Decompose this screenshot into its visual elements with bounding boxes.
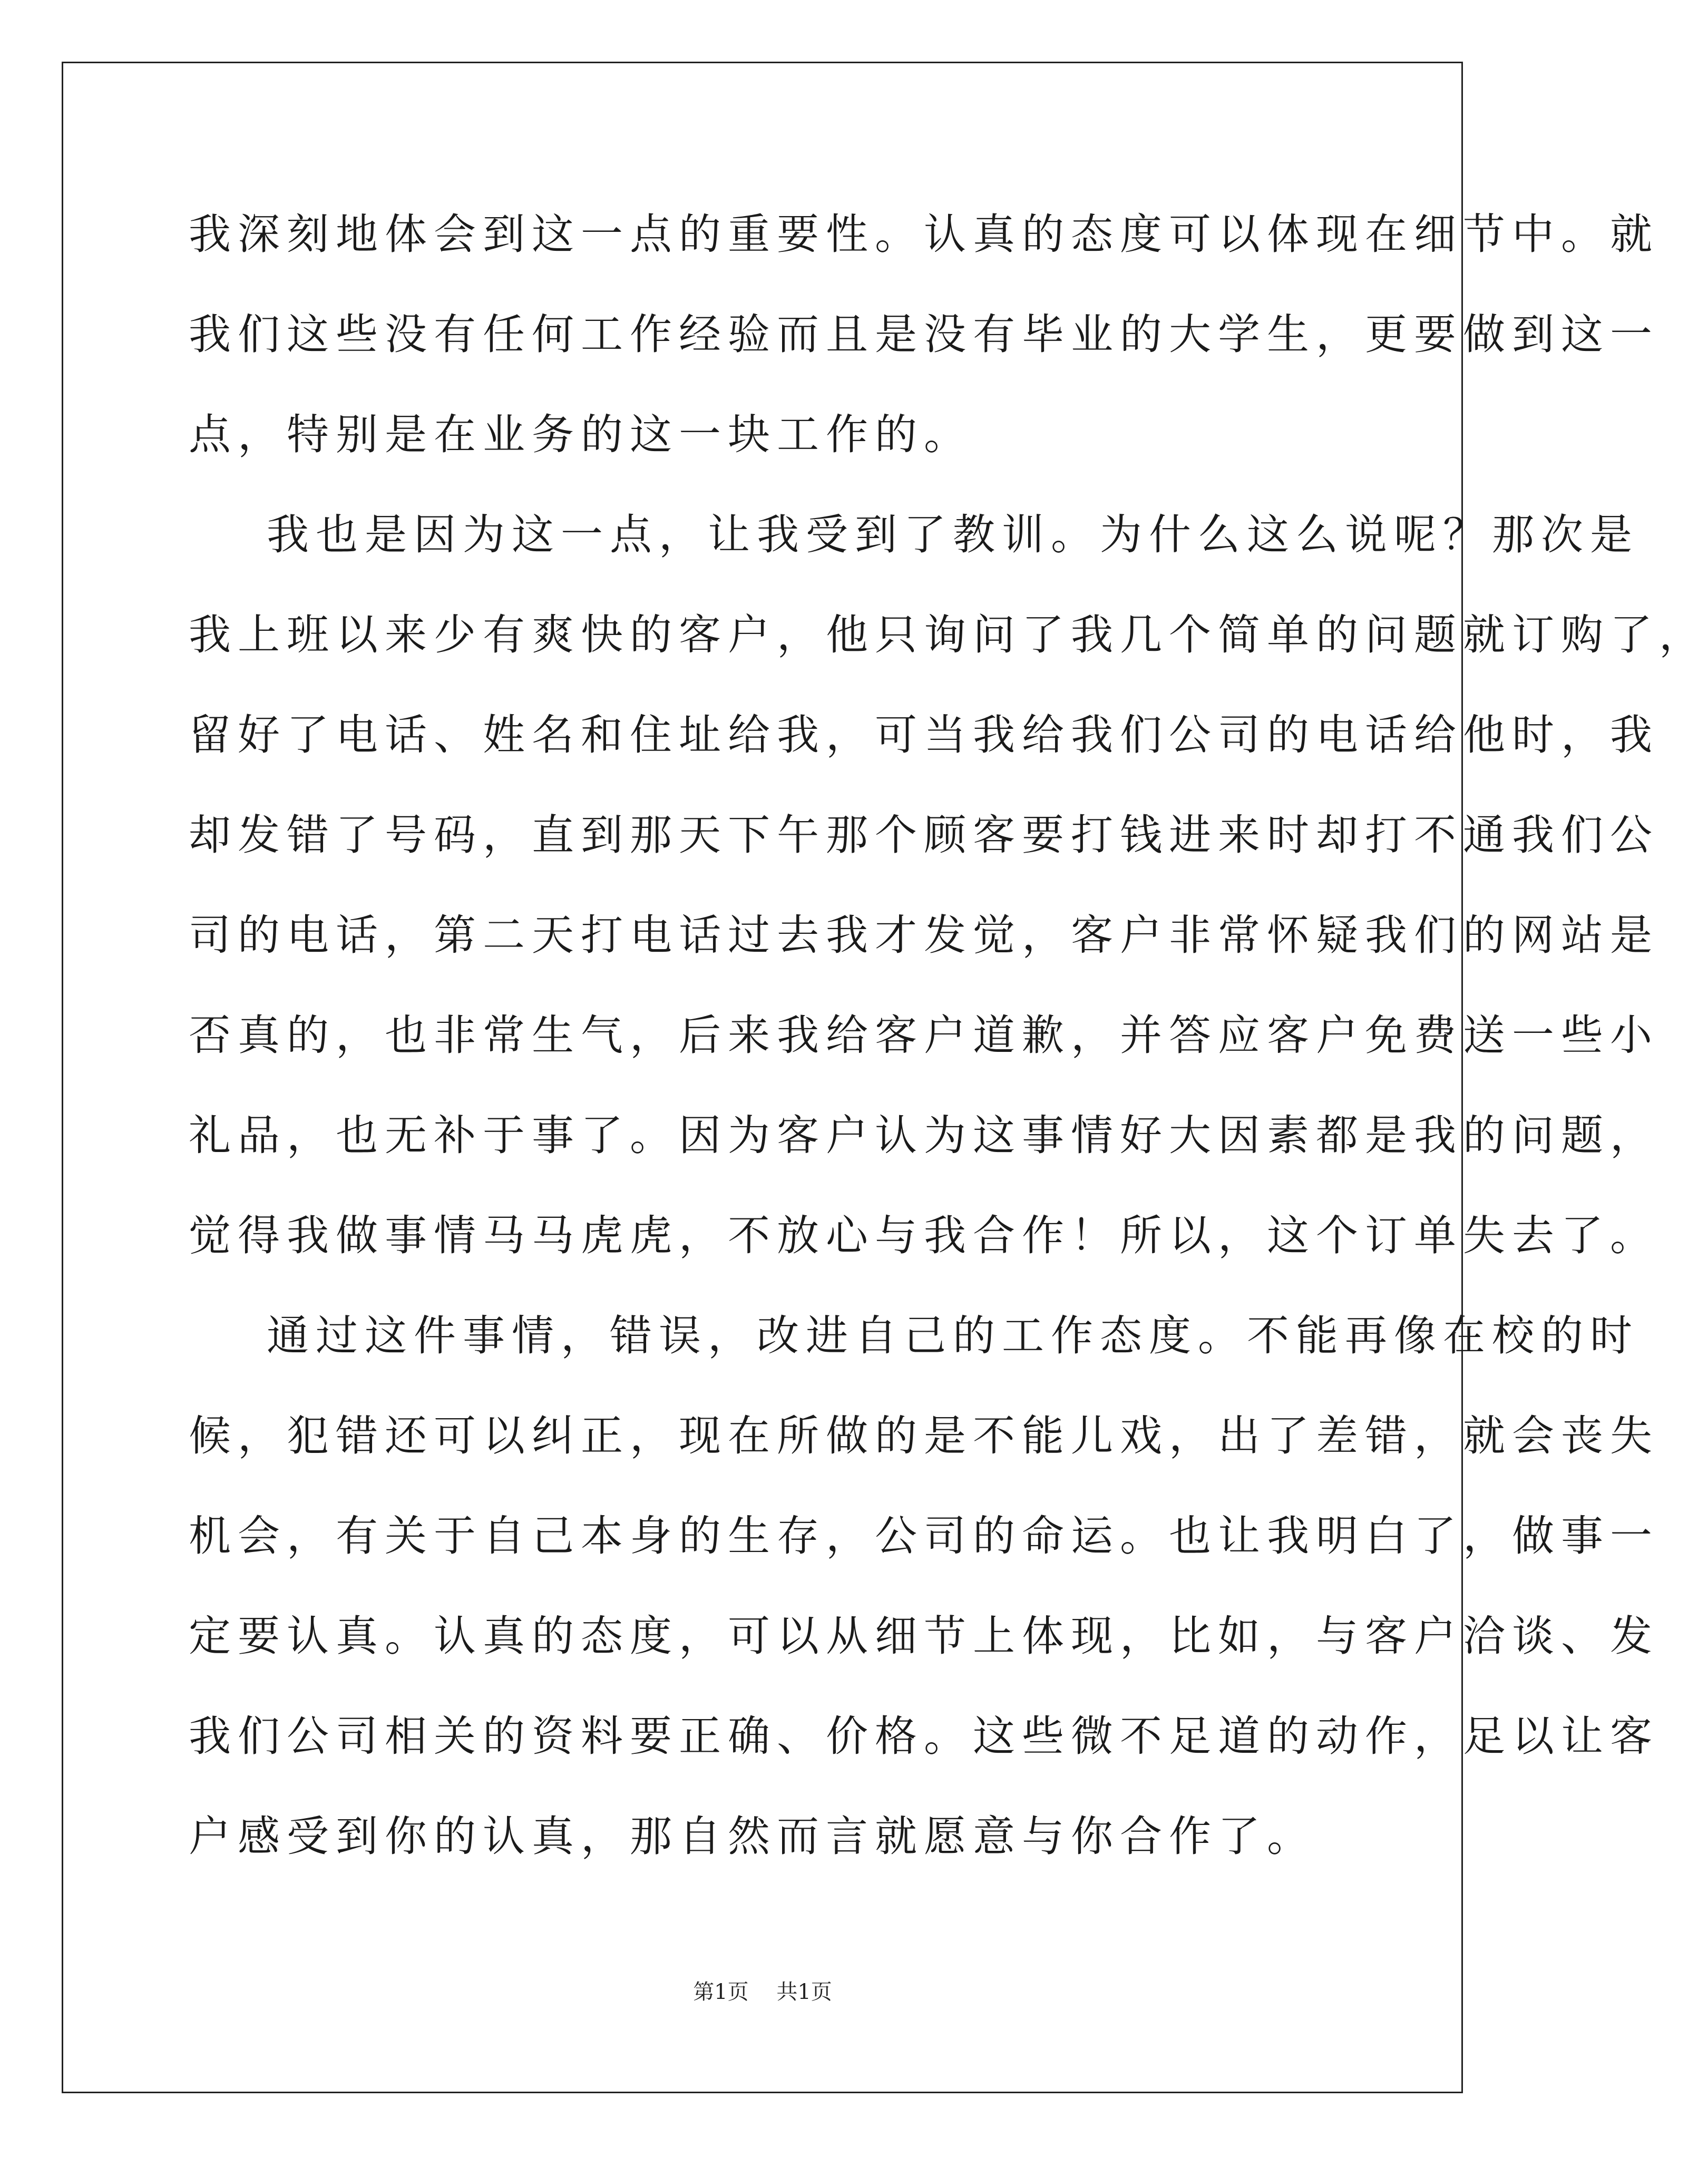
text-line: 我上班以来少有爽快的客户，他只询问了我几个简单的问题就订购了，	[189, 610, 1708, 659]
text-line: 我深刻地体会到这一点的重要性。认真的态度可以体现在细节中。就	[189, 210, 1659, 259]
text-line: 我们这些没有任何工作经验而且是没有毕业的大学生，更要做到这一	[189, 310, 1659, 359]
document-body	[189, 203, 1708, 1905]
text-line: 点，特别是在业务的这一块工作的。	[189, 410, 973, 459]
text-line: 机会，有关于自己本身的生存，公司的命运。也让我明白了，做事一	[189, 1511, 1659, 1560]
text-line: 却发错了号码，直到那天下午那个顾客要打钱进来时却打不通我们公	[189, 811, 1659, 860]
text-line: 户感受到你的认真，那自然而言就愿意与你合作了。	[189, 1812, 1316, 1861]
text-line: 定要认真。认真的态度，可以从细节上体现，比如，与客户洽谈、发	[189, 1612, 1659, 1661]
page-number-total: 共1页	[776, 1980, 832, 2004]
page-number-current: 第1页	[693, 1980, 749, 2004]
text-line: 留好了电话、姓名和住址给我，可当我给我们公司的电话给他时，我	[189, 710, 1659, 759]
text-line: 我们公司相关的资料要正确、价格。这些微不足道的动作，足以让客	[189, 1712, 1659, 1761]
text-line: 我也是因为这一点，让我受到了教训。为什么这么说呢？那次是	[267, 510, 1639, 559]
text-line: 觉得我做事情马马虎虎，不放心与我合作！所以，这个订单失去了。	[189, 1211, 1659, 1260]
text-line: 候，犯错还可以纠正，现在所做的是不能儿戏，出了差错，就会丧失	[189, 1411, 1659, 1460]
text-line: 司的电话，第二天打电话过去我才发觉，客户非常怀疑我们的网站是	[189, 911, 1659, 960]
text-line: 礼品，也无补于事了。因为客户认为这事情好大因素都是我的问题，	[189, 1111, 1659, 1160]
page-footer	[0, 1976, 1525, 2008]
text-line: 否真的，也非常生气，后来我给客户道歉，并答应客户免费送一些小	[189, 1011, 1659, 1060]
text-line: 通过这件事情，错误，改进自己的工作态度。不能再像在校的时	[267, 1311, 1639, 1360]
